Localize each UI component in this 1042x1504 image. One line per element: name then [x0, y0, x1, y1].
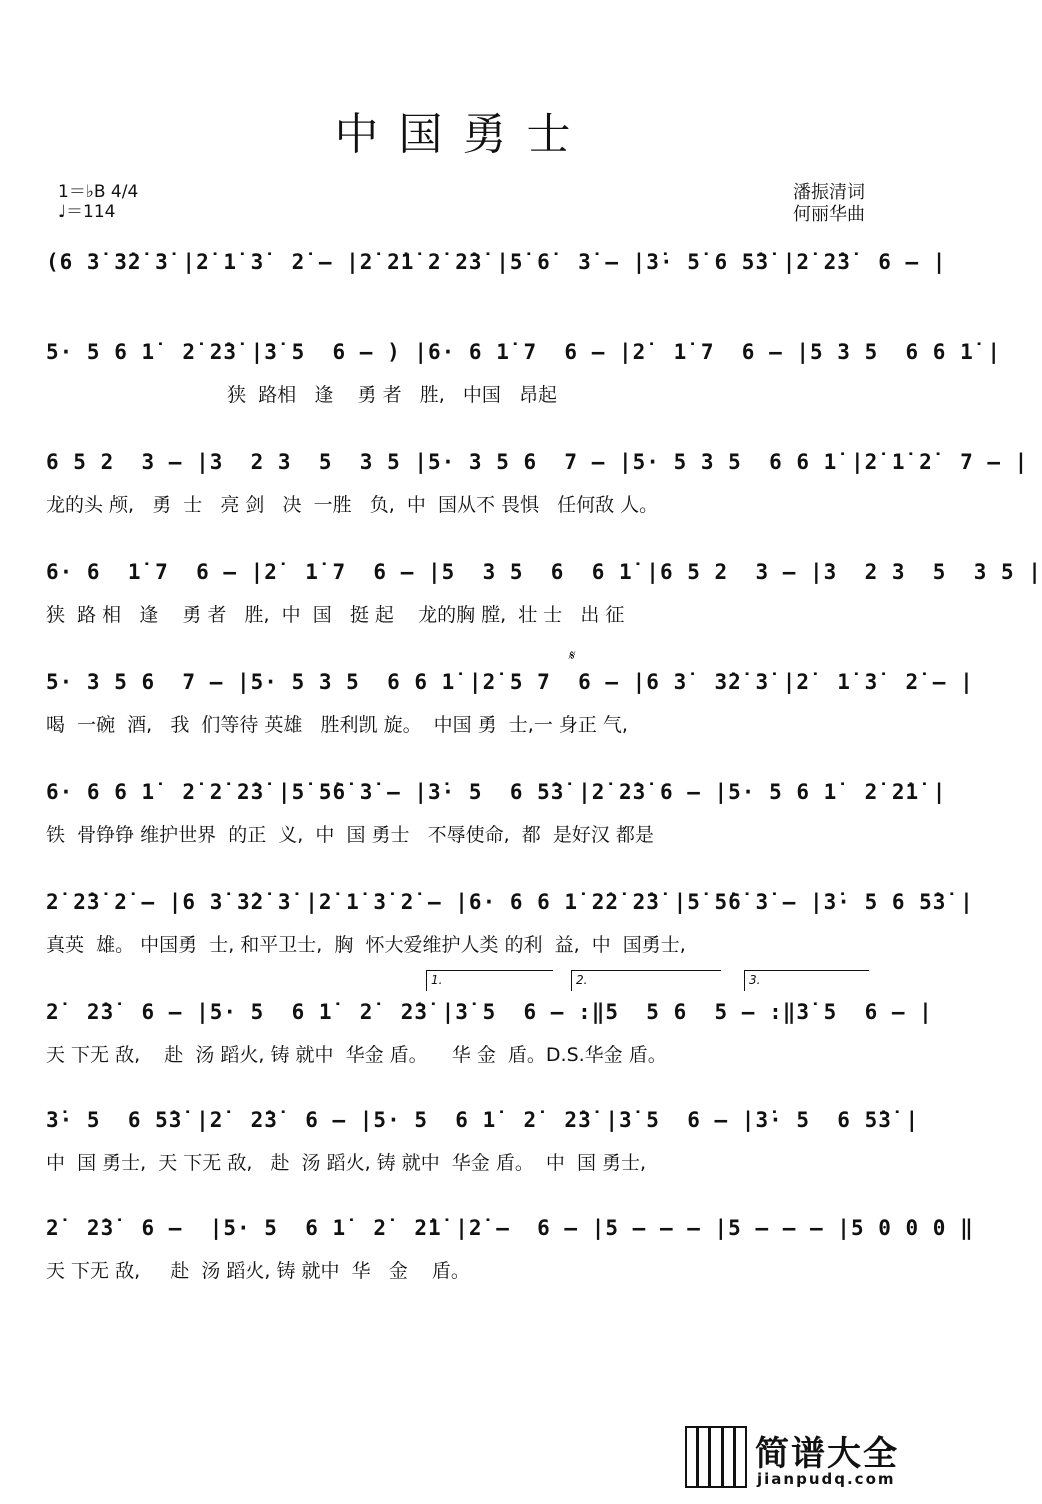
lyricist: 潘振清词	[793, 182, 865, 203]
notation-line: 6 5 2 3 – |3 2 3 5 3 5 |5· 3 5 6 7 – |5· 5 3 5 6 6 1̇ |2̇ 1̇ 2̇ 7 – |	[46, 450, 1029, 474]
notation-line: 6· 6 6 1̇ 2̇ 2̇ 2̇3̇ |5̇ 5̇6̇ 3̇ – |3̇· 5 6 5̇3̇ |2̇ 2̇3̇ 6 – |5· 5 6 1̇ 2̇ 2̇1̇ |	[46, 780, 947, 804]
logo-text: 简谱大全	[755, 1434, 899, 1474]
logo-url: jianpudq.com	[757, 1470, 896, 1488]
lyric-line: 狭 路相 逢 勇 者 胜, 中国 昂起	[46, 384, 557, 406]
volta-brackets	[426, 970, 876, 994]
lyric-line: 铁 骨铮铮 维护世界 的正 义, 中 国 勇士 不辱使命, 都 是好汉 都是	[46, 824, 654, 846]
lyric-line	[46, 290, 876, 318]
lyric-line: 天 下无 敌, 赴 汤 蹈火, 铸 就中 华 金 盾。	[46, 1260, 470, 1282]
lyric-line: 中 国 勇士, 天 下无 敌, 赴 汤 蹈火, 铸 就中 华金 盾。 中 国 勇士,	[46, 1152, 647, 1174]
composer: 何丽华曲	[793, 204, 865, 225]
key-line: 1＝♭B 4/4	[58, 182, 139, 202]
segno-sign: 𝄋	[568, 648, 575, 664]
lyric-line: 真英 雄。 中国勇 士, 和平卫士, 胸 怀大爱维护人类 的利 益, 中 国勇士,	[46, 934, 686, 956]
lyric-line: 天 下无 敌, 赴 汤 蹈火, 铸 就中 华金 盾。 华 金 盾。D.S.华金 盾。	[46, 1044, 667, 1066]
volta-ending: 2.	[571, 970, 721, 991]
notation-line: 2̇ 2̇3̇ 2̇ – |6 3̇ 3̇2̇ 3̇ |2̇ 1̇ 3̇ 2̇ – |6· 6 6 1̇ 2̇2̇ 2̇3̇ |5̇ 5̇6̇ 3̇ – |3̇· 5 6 5̇3̇ |	[46, 890, 974, 914]
site-logo	[685, 1426, 915, 1496]
notation-line: 6· 6 1̇ 7 6 – |2̇ 1̇ 7 6 – |5 3 5 6 6 1̇ |6 5 2 3 – |3 2 3 5 3 5 |	[46, 560, 1042, 584]
volta-ending: 1.	[426, 970, 553, 991]
tempo-line: ♩＝114	[58, 202, 116, 222]
notation-line: 3̇· 5 6 5̇3̇ |2̇ 2̇3̇ 6 – |5· 5 6 1̇ 2̇ 2̇3̇ |3̇ 5 6 – |3̇· 5 6 5̇3̇ |	[46, 1108, 920, 1132]
notation-line: 2̇ 2̇3̇ 6 – |5· 5 6 1̇ 2̇ 2̇3̇ |3̇ 5 6 – :‖5 5 6 5 – :‖3̇ 5 6 – |	[46, 1000, 933, 1024]
credits	[793, 182, 865, 226]
notation-line: (6 3̇ 3̇2̇ 3̇ |2̇ 1̇ 3̇ 2̇ – |2̇ 2̇1̇ 2̇ 2̇3̇ |5̇ 6̇ 3̇ – |3̇· 5̇ 6 5̇3̇ |2̇ 2̇3̇ 6 – |	[46, 250, 947, 274]
piano-keys-icon	[685, 1426, 747, 1488]
notation-line: 5· 3 5 6 7 – |5· 5 3 5 6 6 1̇ |2̇ 5 7 6 – |6 3̇ 3̇2̇ 3̇ |2̇ 1̇ 3̇ 2̇ – |	[46, 670, 974, 694]
lyric-line: 龙的头 颅, 勇 士 亮 剑 决 一胜 负, 中 国从不 畏惧 任何敌 人。	[46, 494, 659, 516]
volta-ending: 3.	[744, 970, 869, 991]
lyric-line: 狭 路 相 逢 勇 者 胜, 中 国 挺 起 龙的胸 膛, 壮 士 出 征	[46, 604, 625, 626]
key-signature	[58, 182, 138, 222]
notation-line: 2̇ 2̇3̇ 6 – |5· 5 6 1̇ 2̇ 2̇1̇ |2̇ – 6 – |5 – – – |5 – – – |5 0 0 0 ‖	[46, 1216, 974, 1240]
lyric-line: 喝 一碗 酒, 我 们等待 英雄 胜利凯 旋。 中国 勇 士,一 身正 气,	[46, 714, 628, 736]
notation-line: 5· 5 6 1̇ 2̇ 2̇3̇ |3̇ 5 6 – ) |6· 6 1̇ 7 6 – |2̇ 1̇ 7 6 – |5 3 5 6 6 1̇ |	[46, 340, 1002, 364]
page-title: 中国勇士	[334, 109, 591, 160]
